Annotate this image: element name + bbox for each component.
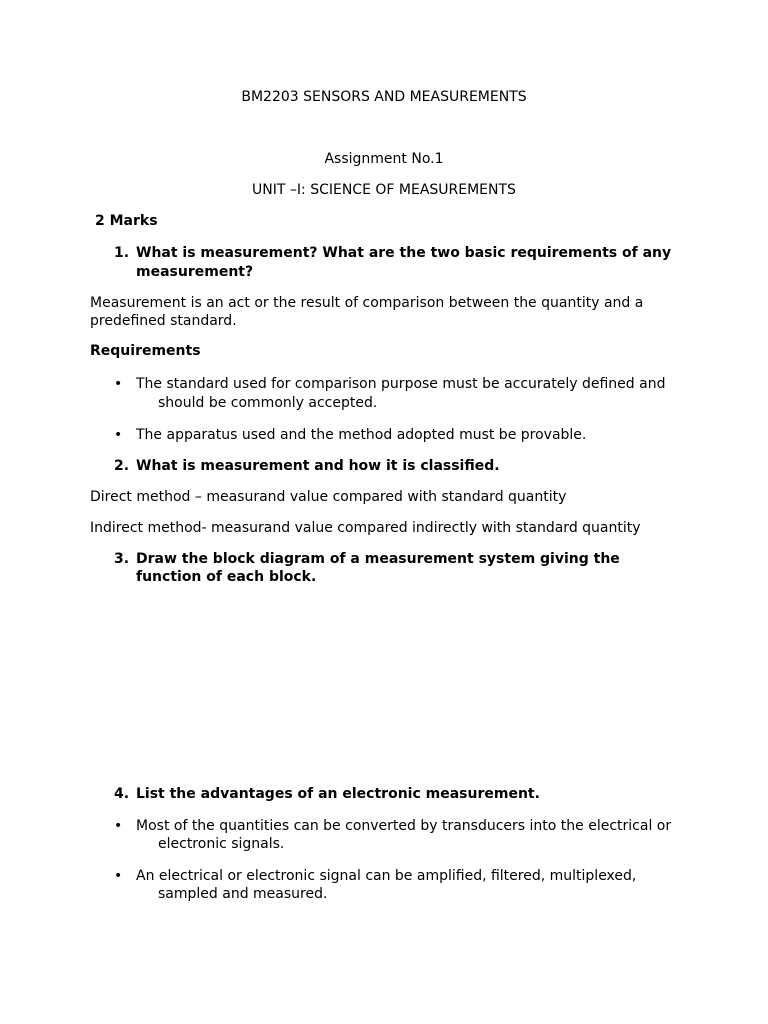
answer-2-line1: Direct method – measurand value compared with standard quantity [90, 489, 567, 505]
bullet-icon: • [114, 376, 123, 392]
question-3-text-line1: Draw the block diagram of a measurement system giving the [136, 551, 620, 567]
question-1-number: 1. [114, 245, 130, 261]
bullet-icon: • [114, 868, 123, 884]
question-3-number: 3. [114, 551, 130, 567]
requirement-1-line2: should be commonly accepted. [158, 395, 378, 411]
question-4-text: List the advantages of an electronic measurement. [136, 786, 540, 802]
question-2-text: What is measurement and how it is classified. [136, 458, 500, 474]
answer-1-line1: Measurement is an act or the result of comparison between the quantity and a [90, 295, 644, 311]
bullet-icon: • [114, 818, 123, 834]
unit-title: UNIT –I: SCIENCE OF MEASUREMENTS [252, 182, 516, 198]
requirement-2: The apparatus used and the method adopted must be provable. [136, 427, 587, 443]
requirements-heading: Requirements [90, 343, 201, 359]
course-title: BM2203 SENSORS AND MEASUREMENTS [241, 89, 527, 105]
advantage-1-line1: Most of the quantities can be converted by transducers into the electrical or [136, 818, 672, 834]
answer-2-line2: Indirect method- measurand value compared indirectly with standard quantity [90, 520, 641, 536]
answer-1-line2: predefined standard. [90, 313, 237, 329]
advantage-2-line2: sampled and measured. [158, 886, 328, 902]
question-4-number: 4. [114, 786, 130, 802]
bullet-icon: • [114, 427, 123, 443]
marks-heading: 2 Marks [95, 213, 158, 229]
requirement-1-line1: The standard used for comparison purpose must be accurately defined and [136, 376, 666, 392]
advantage-1-line2: electronic signals. [158, 836, 285, 852]
question-1-text-line1: What is measurement? What are the two basic requirements of any [136, 245, 672, 261]
question-1-text-line2: measurement? [136, 264, 254, 280]
advantage-2-line1: An electrical or electronic signal can be amplified, filtered, multiplexed, [136, 868, 637, 884]
question-2-number: 2. [114, 458, 130, 474]
question-3-text-line2: function of each block. [136, 569, 317, 585]
assignment-title: Assignment No.1 [324, 151, 444, 167]
